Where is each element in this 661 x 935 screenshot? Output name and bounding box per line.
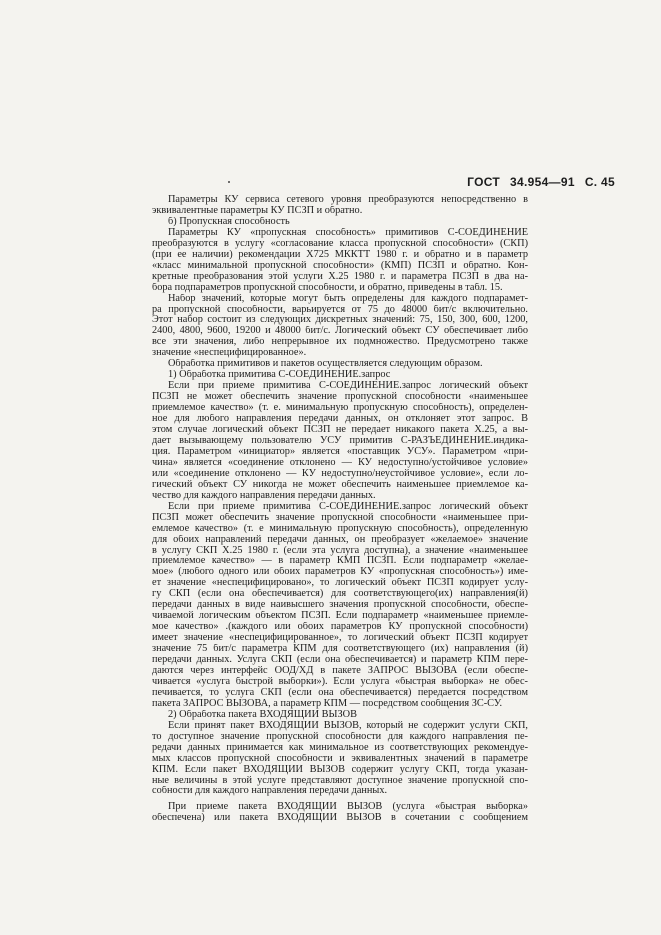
text-line: бора подпараметров пропускной способности, и обратно, приведены в табл. 15.	[152, 282, 503, 293]
text-line: ное для любого направления передачи данных, он отклоняет этот запрос. В	[152, 414, 528, 425]
text-line: мых классов пропускной способности и эквивалентных значений в параметре	[152, 753, 528, 764]
text-line: печивается, то услуга СКП (если она обеспечивается) передается посредством	[152, 687, 528, 698]
text-line: для обоих направлений передачи данных, он преобразует «желаемое» значение	[152, 534, 528, 545]
scan-speck	[228, 181, 230, 183]
text-line: Если при приеме примитива С-СОЕДИНЕНИЕ.запрос логический объект	[168, 501, 528, 512]
text-line: чивается «услуга быстрой выборки»). Если услуга «быстрая выборка» не обес-	[152, 676, 528, 687]
text-line: эквивалентные параметры КУ ПСЗП и обратно.	[152, 205, 363, 216]
text-line: мое» (любого одного или обоих параметров КУ «пропускная способность») име-	[152, 567, 528, 578]
text-line: значение 75 бит/с параметра КПМ для соответствующего (их) направления (й)	[152, 644, 528, 655]
page-header	[457, 175, 615, 189]
text-line: Набор значений, которые могут быть определены для каждого подпарамет-	[168, 293, 528, 304]
text-line: ПСЗП не может обеспечить значение пропускной способности «наименьшее	[152, 392, 528, 403]
text-line: или «соединение отклонено — КУ недоступно/неустойчивое условие», если ло-	[152, 468, 528, 479]
body-text	[152, 195, 528, 824]
text-line: чина» является «соединение отклонено — КУ недоступно/устойчивое условие»	[152, 457, 528, 468]
text-line: обеспечена) или пакета ВХОДЯЩИЙ ВЫЗОВ в сочетании с сообщением	[152, 813, 528, 824]
text-line: дает вызывающему пользователю УСУ примитив С-РАЗЪЕДИНЕНИЕ.индика-	[152, 435, 528, 446]
header-standard: ГОСТ	[467, 175, 501, 189]
text-line: Параметры КУ «пропускная способность» примитивов С-СОЕДИНЕНИЕ	[168, 227, 528, 238]
text-line: (при ее наличии) рекомендации Х725 МККТТ 1980 г. и обратно и в параметр	[152, 249, 528, 260]
text-line: редачи данных принимается как минимальное из соответствующих рекомендуе-	[152, 742, 528, 753]
text-line: ет значение «неспецифицировано», то логический объект ПСЗП кодирует услу-	[152, 578, 528, 589]
text-line: чиваемой логическим объектом ПСЗП. Если подпараметр «наименьшее приемле-	[152, 611, 528, 622]
text-line: даются через интерфейс ООД/ХД в пакете ЗАПРОС ВЫЗОВА (если обеспе-	[152, 665, 528, 676]
text-line: Параметры КУ сервиса сетевого уровня преобразуются непосредственно в	[168, 195, 528, 205]
text-line: чество для каждого направления передачи данных.	[152, 490, 376, 501]
text-line: Этот набор состоит из следующих дискретных значений: 75, 150, 300, 600, 1200,	[152, 315, 528, 326]
text-line: все эти значения, либо непрерывное их подмножество. Предусмотрено также	[152, 337, 528, 348]
text-line: передачи данных в виде наивысшего значения пропускной способности, обеспе-	[152, 600, 528, 611]
text-line: этом случае логический объект ПСЗП не передает никакого пакета Х.25, а вы-	[152, 425, 528, 436]
header-number: 34.954—91	[510, 175, 575, 189]
text-line: 2400, 4800, 9600, 19200 и 48000 бит/с. Логический объект СУ обеспечивает либо	[152, 326, 528, 337]
text-line: приемлемое качество» — в параметр КМП ПСЗП. Если подпараметр «желае-	[152, 556, 528, 567]
text-line: передачи данных. Услуга СКП (если она обеспечивается) и параметр КПМ пере-	[152, 655, 528, 666]
text-line: то доступное значение пропускной способности для каждого направления пе-	[152, 731, 528, 742]
text-line: Обработка примитивов и пакетов осуществляется следующим образом.	[168, 359, 483, 370]
text-line: ПСЗП может обеспечить значение пропускной способности «наименьшее при-	[152, 512, 528, 523]
text-line: При приеме пакета ВХОДЯЩИЙ ВЫЗОВ (услуга «быстрая выборка»	[168, 802, 528, 813]
text-line: преобразуются в услугу «согласование класса пропускной способности» (СКП)	[152, 238, 528, 249]
text-line: гический объект СУ никогда не может обеспечить наименьшее приемлемое ка-	[152, 479, 528, 490]
text-line: КПМ. Если пакет ВХОДЯЩИЙ ВЫЗОВ содержит услугу СКП, тогда указан-	[152, 764, 528, 775]
text-line: «класс минимальной пропускной способности» (КМП) ПСЗП и обратно. Кон-	[152, 260, 528, 271]
text-line: приемлемое качество» (т. е. минимальную пропускную способность), определен-	[152, 403, 528, 414]
text-line: пакета ЗАПРОС ВЫЗОВА, а параметр КПМ — посредством сообщения ЗС-СУ.	[152, 698, 503, 709]
text-line: значение «неспецифицированное».	[152, 348, 307, 359]
header-page-label: С. 45	[584, 175, 615, 189]
text-line: б) Пропускная способность	[168, 216, 290, 227]
text-line: 1) Обработка примитива С-СОЕДИНЕНИЕ.запрос	[168, 370, 391, 381]
text-line: ра пропускной способности, варьируется от 75 до 48000 бит/с включительно.	[152, 304, 528, 315]
text-line: в услугу СКП Х.25 1980 г. (если эта услуга доступна), а значение «наименьшее	[152, 545, 528, 556]
text-line: Если при приеме примитива С-СОЕДИНЕНИЕ.запрос логический объект	[168, 381, 528, 392]
text-line: мое качество» .(каждого или обоих параметров КУ пропускной способности)	[152, 622, 528, 633]
text-line: ция. Параметром «инициатор» является «поставщик УСУ». Параметром «при-	[152, 446, 528, 457]
text-line: кретные преобразования этой услуги Х.25 1980 г. и параметра ПСЗП в два на-	[152, 271, 528, 282]
text-line: ные величины в этой услуге представляют доступное значение пропускной спо-	[152, 775, 528, 786]
text-line: гу СКП (если она обеспечивается) для соответствующего(их) направления(й)	[152, 589, 528, 600]
text-line: Если принят пакет ВХОДЯЩИЙ ВЫЗОВ, который не содержит услуги СКП,	[168, 720, 528, 731]
text-line: имеет значение «неспецифицированное», то логический объект ПСЗП кодирует	[152, 633, 528, 644]
text-line: 2) Обработка пакета ВХОДЯЩИЙ ВЫЗОВ	[168, 709, 357, 720]
text-line: собности для каждого направления передачи данных.	[152, 786, 388, 797]
text-line: емлемое качество» (т. е минимальную пропускную способность), определенную	[152, 523, 528, 534]
